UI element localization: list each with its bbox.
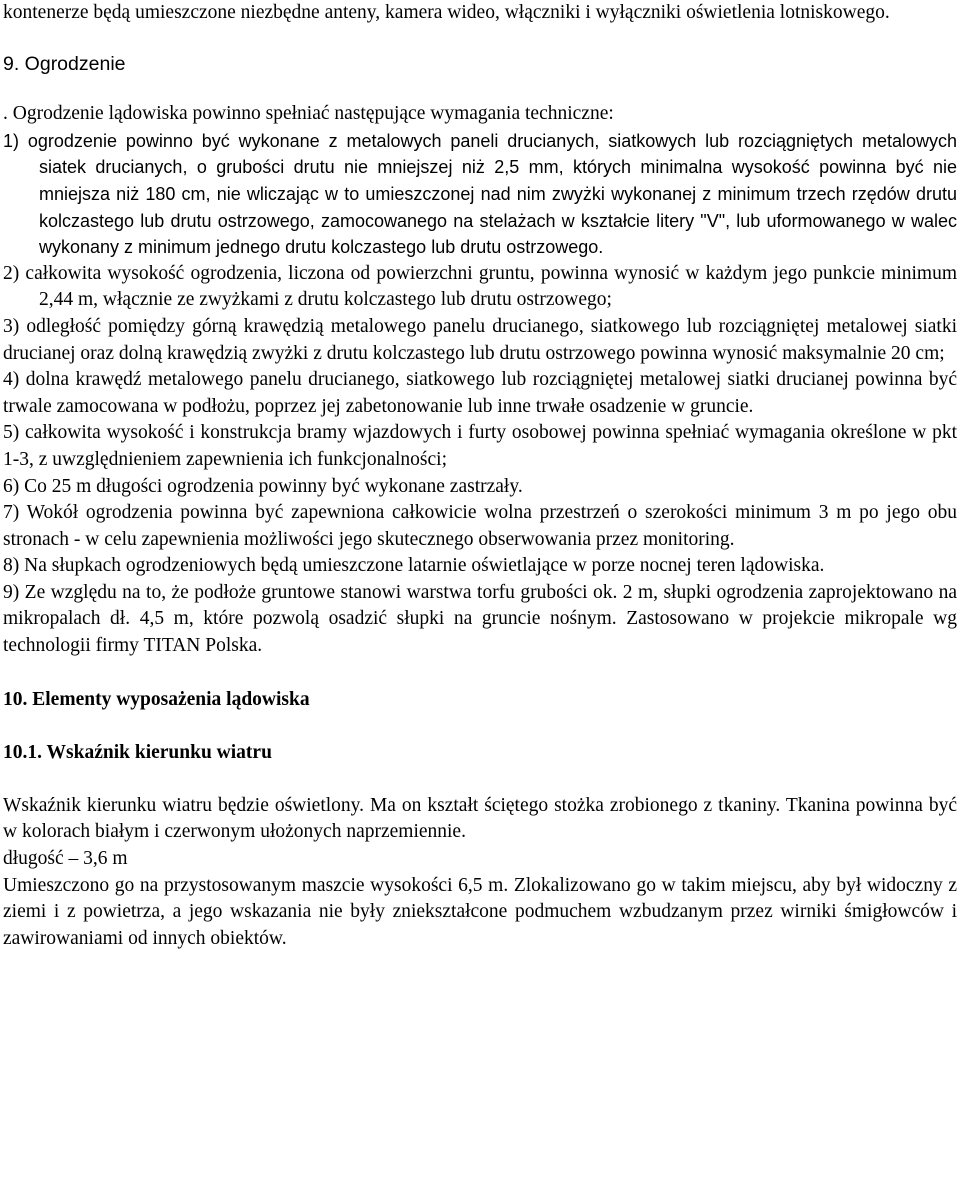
section-10-1-heading: 10.1. Wskaźnik kierunku wiatru — [3, 742, 272, 764]
fence-item-2: 2) całkowita wysokość ogrodzenia, liczona od powierzchni gruntu, powinna wynosić w każdym jego punkcie minimum 2,44 m, włącznie ze zwyżkami z drutu kolczastego lub drutu ostrzowego; — [3, 262, 957, 311]
section-9-heading: 9. Ogrodzenie — [3, 52, 126, 75]
spacer — [3, 713, 957, 740]
windsock-placement: Umieszczono go na przystosowanym maszcie wysokości 6,5 m. Zlokalizowano go w takim miejscu, aby był widoczny z ziemi i z powietrza, a jego wskazania nie były zniekształcone podmuchem wzbudzanym przez wirniki śmigłowców i zawirowaniami od innych obiektów. — [3, 874, 957, 949]
intro-paragraph: kontenerze będą umieszczone niezbędne anteny, kamera wideo, włączniki i wyłączniki oświetlenia lotniskowego. — [3, 2, 890, 23]
fence-item-8: 8) Na słupkach ogrodzeniowych będą umieszczone latarnie oświetlające w porze nocnej teren lądowiska. — [3, 555, 825, 577]
windsock-length: długość – 3,6 m — [3, 848, 128, 870]
spacer — [3, 660, 957, 687]
fence-item-9: 9) Ze względu na to, że podłoże gruntowe stanowi warstwa torfu grubości ok. 2 m, słupki ogrodzenia zaprojektowano na mikropalach dł. 4,5 m, które pozwolą osadzić słupki na gruncie nośnym. Zastosowano w projekcie mikropale wg technologii firmy TITAN Polska. — [3, 581, 957, 657]
section-9-intro: . Ogrodzenie lądowiska powinno spełniać następujące wymagania techniczne: — [3, 103, 614, 125]
section-10-heading: 10. Elementy wyposażenia lądowiska — [3, 688, 310, 710]
spacer — [3, 767, 957, 793]
fence-item-3: 3) odległość pomiędzy górną krawędzią metalowego panelu drucianego, siatkowego lub rozciągniętej metalowej siatki drucianej oraz dolną krawędzią zwyżki z drutu kolczastego lub drutu ostrzowego powinna wynosić maksymalnie 20 cm; — [3, 315, 957, 364]
spacer — [3, 77, 957, 101]
fence-item-4: 4) dolna krawędź metalowego panelu drucianego, siatkowego lub rozciągniętej metalowej siatki drucianej powinna być trwale zamocowana w podłożu, poprzez jej zabetonowanie lub inne trwałe osadzenie w gruncie. — [3, 369, 957, 417]
spacer — [3, 27, 957, 51]
fence-item-1: 1) ogrodzenie powinno być wykonane z metalowych paneli drucianych, siatkowych lub rozciągniętych metalowych siatek drucianych, o grubości drutu nie mniejszej niż 2,5 mm, których minimalna wysokość powinna być nie mniejsza niż 180 cm, nie wliczając w to umieszczonej nad nim zwyżki wykonanej z minimum trzech rzędów drutu kolczastego lub drutu ostrzowego, zamocowanego na stelażach w kształcie litery "V", lub uformowanego w walec wykonany z minimum jednego drutu kolczastego lub drutu ostrzowego. — [3, 130, 957, 258]
fence-item-7: 7) Wokół ogrodzenia powinna być zapewniona całkowicie wolna przestrzeń o szerokości minimum 3 m po jego obu stronach - w celu zapewnienia możliwości jego skutecznego obserwowania przez monitoring. — [3, 502, 957, 550]
fence-item-6: 6) Co 25 m długości ogrodzenia powinny być wykonane zastrzały. — [3, 475, 523, 497]
windsock-description: Wskaźnik kierunku wiatru będzie oświetlony. Ma on kształt ściętego stożka zrobionego z tkaniny. Tkanina powinna być w kolorach białym i czerwonym ułożonych naprzemiennie. — [3, 794, 957, 843]
fence-item-5: 5) całkowita wysokość i konstrukcja bramy wjazdowych i furty osobowej powinna spełniać wymagania określone w pkt 1-3, z uwzględnieniem zapewnienia ich funkcjonalności; — [3, 422, 957, 470]
document-page — [3, 0, 957, 952]
